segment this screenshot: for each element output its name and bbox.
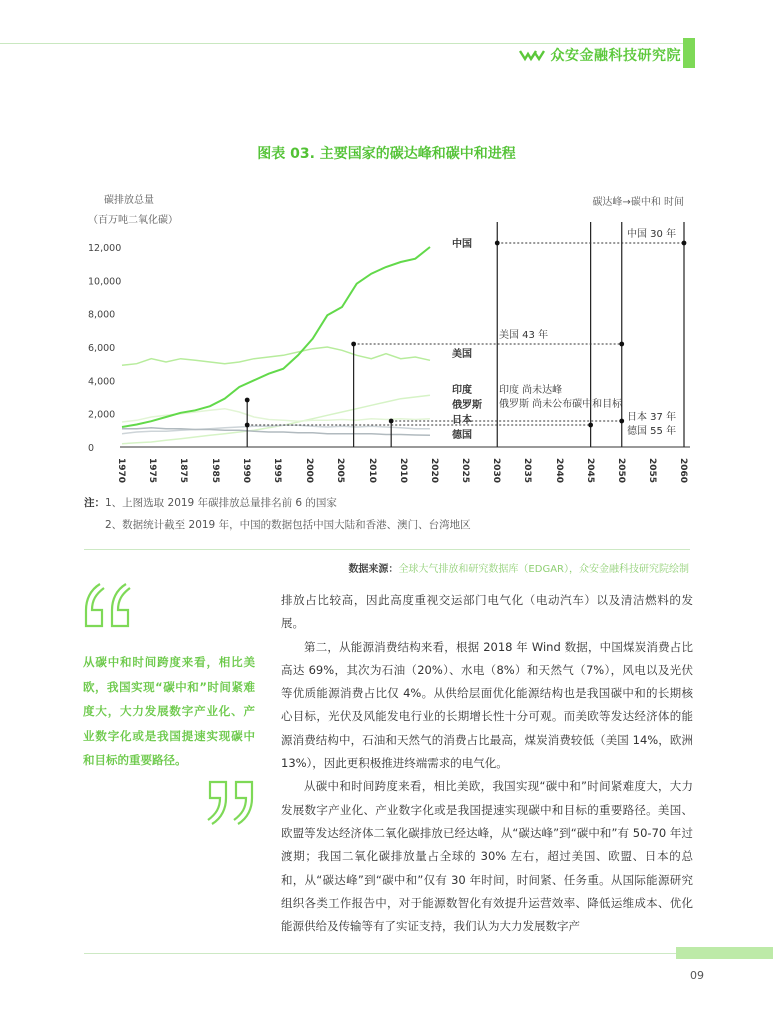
x-tick-label: 1970 xyxy=(116,458,126,484)
note-2: 2、数据统计截至 2019 年，中国的数据包括中国大陆和香港、澳门、台湾地区 xyxy=(105,519,471,531)
chart-annotation: 俄罗斯 尚未公布碳中和目标 xyxy=(499,399,623,410)
neutral-point xyxy=(682,241,687,246)
x-tick-label: 1975 xyxy=(147,458,157,484)
series-label: 印度 xyxy=(452,385,472,396)
series-label: 俄罗斯 xyxy=(452,400,482,411)
y-tick-label: 10,000 xyxy=(88,276,122,288)
note-1: 1、上图选取 2019 年碳排放总量排名前 6 的国家 xyxy=(105,497,337,509)
section-divider xyxy=(84,549,690,550)
brand-name: 众安金融科技研究院 xyxy=(550,48,681,64)
series-line xyxy=(122,347,430,365)
milestone-label: 美国 43 年 xyxy=(499,330,549,341)
neutral-point xyxy=(619,342,624,347)
milestone-label: 日本 37 年 xyxy=(627,412,677,423)
chart-notes xyxy=(84,492,471,536)
x-tick-label: 2055 xyxy=(647,458,657,484)
series-label: 美国 xyxy=(452,349,472,360)
x-tick-label: 2050 xyxy=(616,458,626,484)
peak-point xyxy=(495,241,500,246)
pull-quote: 从碳中和时间跨度来看，相比美欧，我国实现“碳中和”时间紧难度大，大力发展数字产业化、产业数字化或是我国提速实现碳中和目标的重要路径。 xyxy=(83,655,255,767)
y-axis-unit: （百万吨二氧化碳） xyxy=(88,215,178,226)
x-tick-label: 2060 xyxy=(678,458,688,484)
x-tick-label: 2025 xyxy=(460,458,470,484)
x-tick-label: 2010 xyxy=(367,458,377,484)
x-tick-label: 1990 xyxy=(241,458,251,484)
x-tick-label: 2005 xyxy=(335,458,345,484)
x-tick-label: 1985 xyxy=(210,458,220,484)
data-source xyxy=(348,560,689,575)
milestone-label: 中国 30 年 xyxy=(627,229,677,240)
footer-rule xyxy=(84,953,676,954)
x-tick-label: 2020 xyxy=(429,458,439,484)
open-quote-icon xyxy=(82,580,134,630)
x-tick-label: 1875 xyxy=(178,458,188,484)
y-tick-label: 0 xyxy=(88,443,95,454)
y-axis-title: 碳排放总量 xyxy=(104,195,154,206)
close-quote-icon xyxy=(204,778,256,828)
neutral-point xyxy=(619,419,624,424)
page-number: 09 xyxy=(690,969,704,982)
series-label: 德国 xyxy=(452,430,472,441)
y-tick-label: 2,000 xyxy=(88,409,116,421)
peak-point xyxy=(389,419,394,424)
right-axis-title: 碳达峰→碳中和 时间 xyxy=(592,197,684,208)
y-tick-label: 8,000 xyxy=(88,309,116,321)
body-text xyxy=(281,589,693,938)
series-label: 中国 xyxy=(452,239,472,250)
milestone-label: 德国 55 年 xyxy=(627,426,677,437)
peak-point xyxy=(351,342,356,347)
y-tick-label: 6,000 xyxy=(88,343,116,354)
notes-label: 注： xyxy=(84,497,105,509)
emissions-chart xyxy=(0,0,773,490)
x-tick-label: 2000 xyxy=(304,458,314,484)
x-tick-label: 1995 xyxy=(272,458,282,484)
x-tick-label: 2045 xyxy=(585,458,595,484)
chart-annotation: 印度 尚未达峰 xyxy=(499,385,563,396)
x-tick-label: 2035 xyxy=(522,458,532,484)
x-tick-label: 2010 xyxy=(398,458,408,484)
source-text: 全球大气排放和研究数据库（EDGAR），众安金融科技研究院绘制 xyxy=(398,564,689,575)
series-line xyxy=(122,247,430,427)
series-label: 日本 xyxy=(452,415,472,426)
body-paragraph-2: 第二，从能源消费结构来看，根据 2018 年 Wind 数据，中国煤炭消费占比高达 69%，其次为石油（20%）、水电（8%）和天然气（7%），风电以及光伏等优质能源消费占比仅 4%。从供给层面优化能源结构也是我国碳中和的长期核心目标，光伏及风能发电行业的长期增长性十分可观。而美欧等发达经济体的能源消费结构中，石油和天然气的消费占比最高，煤炭消费较低（美国 14%，欧洲 13%），因此更积极推进终端需求的电气化。 xyxy=(281,639,693,771)
neutral-point xyxy=(588,423,593,428)
y-tick-label: 12,000 xyxy=(88,243,122,254)
figure-title: 图表 03. 主要国家的碳达峰和碳中和进程 xyxy=(257,146,516,162)
source-label: 数据来源： xyxy=(348,564,399,575)
body-paragraph-3: 从碳中和时间跨度来看，相比美欧，我国实现“碳中和”时间紧难度大，大力发展数字产业化、产业数字化或是我国提速实现碳中和目标的重要路径。美国、欧盟等发达经济体二氧化碳排放已经达峰，从“碳达峰”到“碳中和”有 50-70 年过渡期；我国二氧化碳排放量占全球的 30% 左右，超过美国、欧盟、日本的总和，从“碳达峰”到“碳中和”仅有 30 年时间，时间紧、任务重。从国际能源研究组织各类工作报告中，对于能源数智化有效提升运营效率、降低运维成本、优化能源供给及传输等有了实证支持，我们认为大力发展数字产 xyxy=(281,779,693,934)
x-tick-label: 2040 xyxy=(554,458,564,484)
body-paragraph-1: 排放占比较高，因此高度重视交运部门电气化（电动汽车）以及清洁燃料的发展。 xyxy=(281,593,693,631)
peak-point xyxy=(245,398,250,403)
y-tick-label: 4,000 xyxy=(88,376,116,388)
footer-accent-bar xyxy=(676,947,773,959)
x-tick-label: 2030 xyxy=(491,458,501,484)
peak-point xyxy=(245,423,250,428)
